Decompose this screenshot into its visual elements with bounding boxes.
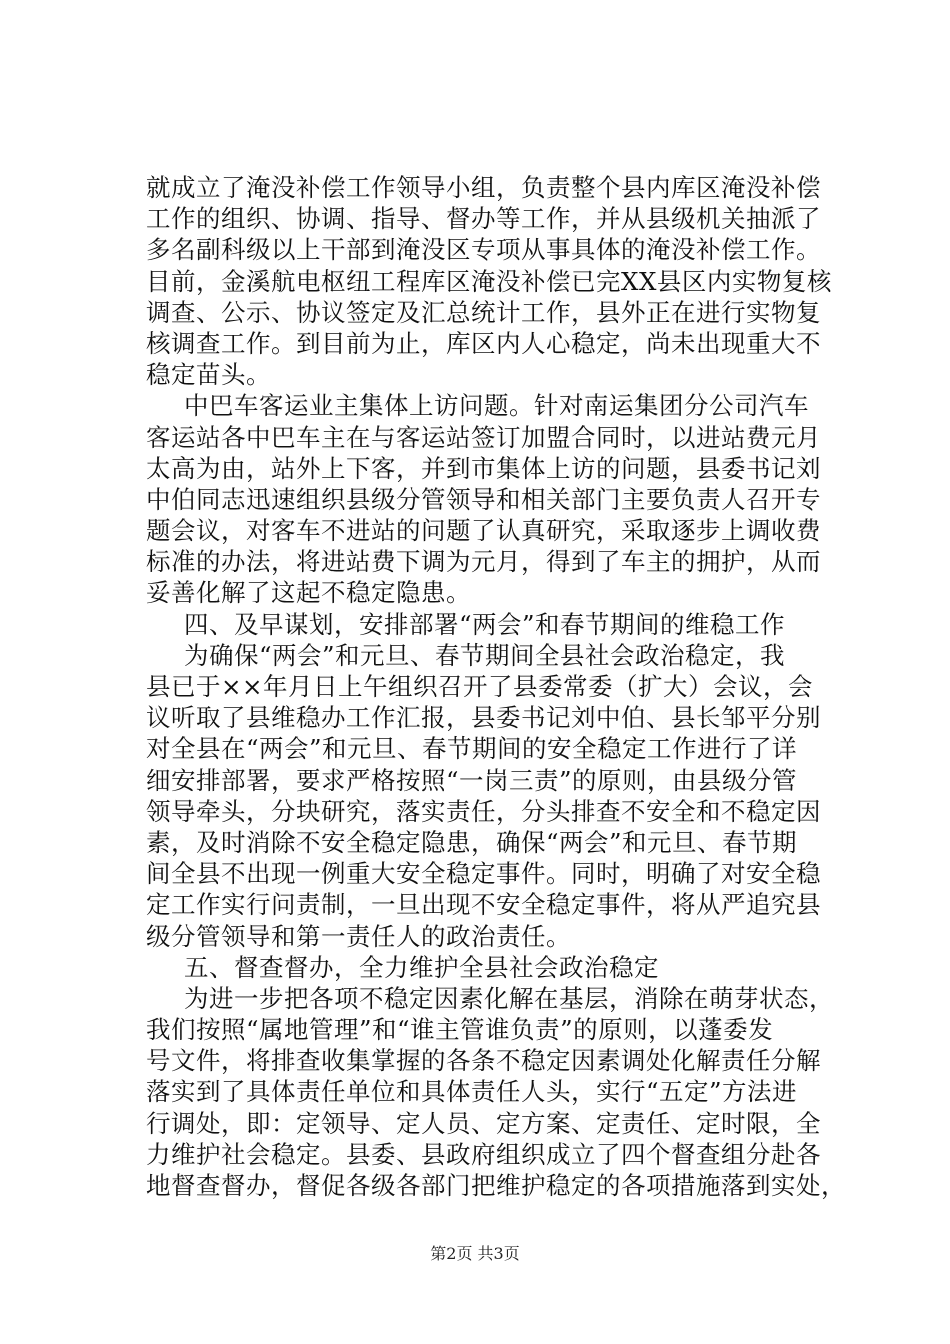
text-line: 地督查督办，督促各级各部门把维护稳定的各项措施落到实处， xyxy=(146,1171,846,1200)
text-line: 标准的办法，将进站费下调为元月，得到了车主的拥护，从而 xyxy=(146,547,821,577)
text-line: 题会议，对客车不进站的问题了认真研究，采取逐步上调收费 xyxy=(146,516,821,546)
text-line: 稳定苗头。 xyxy=(146,360,271,390)
text-line: 号文件，将排查收集掌握的各条不稳定因素调处化解责任分解 xyxy=(146,1046,821,1076)
text-line: 行调处，即：定领导、定人员、定方案、定责任、定时限，全 xyxy=(146,1108,821,1138)
section-heading: 五、督查督办，全力维护全县社会政治稳定 xyxy=(184,952,659,982)
text-line: 议听取了县维稳办工作汇报，县委书记刘中伯、县长邹平分别 xyxy=(146,703,821,733)
text-line: 间全县不出现一例重大安全稳定事件。同时，明确了对安全稳 xyxy=(146,859,821,889)
text-line: 调查、公示、协议签定及汇总统计工作，县外正在进行实物复 xyxy=(146,297,821,327)
document-body xyxy=(146,172,846,1201)
text-line: 核调查工作。到目前为止，库区内人心稳定，尚未出现重大不 xyxy=(146,328,821,358)
page-footer: 第2页 共3页 xyxy=(430,1244,520,1263)
section-heading: 四、及早谋划，安排部署“两会”和春节期间的维稳工作 xyxy=(184,609,786,639)
text-line: 多名副科级以上干部到淹没区专项从事具体的淹没补偿工作。 xyxy=(146,235,821,265)
text-line: 领导牵头，分块研究，落实责任，分头排查不安全和不稳定因 xyxy=(146,796,821,826)
text-line: 目前，金溪航电枢纽工程库区淹没补偿已完XX县区内实物复核 xyxy=(146,266,832,296)
text-line: 定工作实行问责制，一旦出现不安全稳定事件，将从严追究县 xyxy=(146,890,821,920)
text-line: 力维护社会稳定。县委、县政府组织成立了四个督查组分赴各 xyxy=(146,1139,821,1169)
text-line: 工作的组织、协调、指导、督办等工作，并从县级机关抽派了 xyxy=(146,204,821,234)
paragraph-first-line: 中巴车客运业主集体上访问题。针对南运集团分公司汽车 xyxy=(184,391,809,421)
text-line: 对全县在“两会”和元旦、春节期间的安全稳定工作进行了详 xyxy=(146,734,798,764)
text-line: 妥善化解了这起不稳定隐患。 xyxy=(146,578,471,608)
text-line: 县已于××年月日上午组织召开了县委常委（扩大）会议，会 xyxy=(146,672,814,701)
text-line: 落实到了具体责任单位和具体责任人头，实行“五定”方法进 xyxy=(146,1077,798,1107)
text-line: 素，及时消除不安全稳定隐患，确保“两会”和元旦、春节期 xyxy=(146,827,798,857)
text-line: 细安排部署，要求严格按照“一岗三责”的原则，由县级分管 xyxy=(146,765,798,795)
text-line: 级分管领导和第一责任人的政治责任。 xyxy=(146,921,571,951)
paragraph-first-line: 为进一步把各项不稳定因素化解在基层，消除在萌芽状态， xyxy=(184,983,834,1013)
text-line: 我们按照“属地管理”和“谁主管谁负责”的原则，以蓬委发 xyxy=(146,1015,774,1045)
text-line: 就成立了淹没补偿工作领导小组，负责整个县内库区淹没补偿 xyxy=(146,173,821,202)
text-line: 中伯同志迅速组织县级分管领导和相关部门主要负责人召开专 xyxy=(146,484,821,514)
paragraph-first-line: 为确保“两会”和元旦、春节期间全县社会政治稳定，我 xyxy=(184,640,786,670)
text-line: 太高为由，站外上下客，并到市集体上访的问题，县委书记刘 xyxy=(146,453,821,483)
text-line: 客运站各中巴车主在与客运站签订加盟合同时，以进站费元月 xyxy=(146,422,821,452)
